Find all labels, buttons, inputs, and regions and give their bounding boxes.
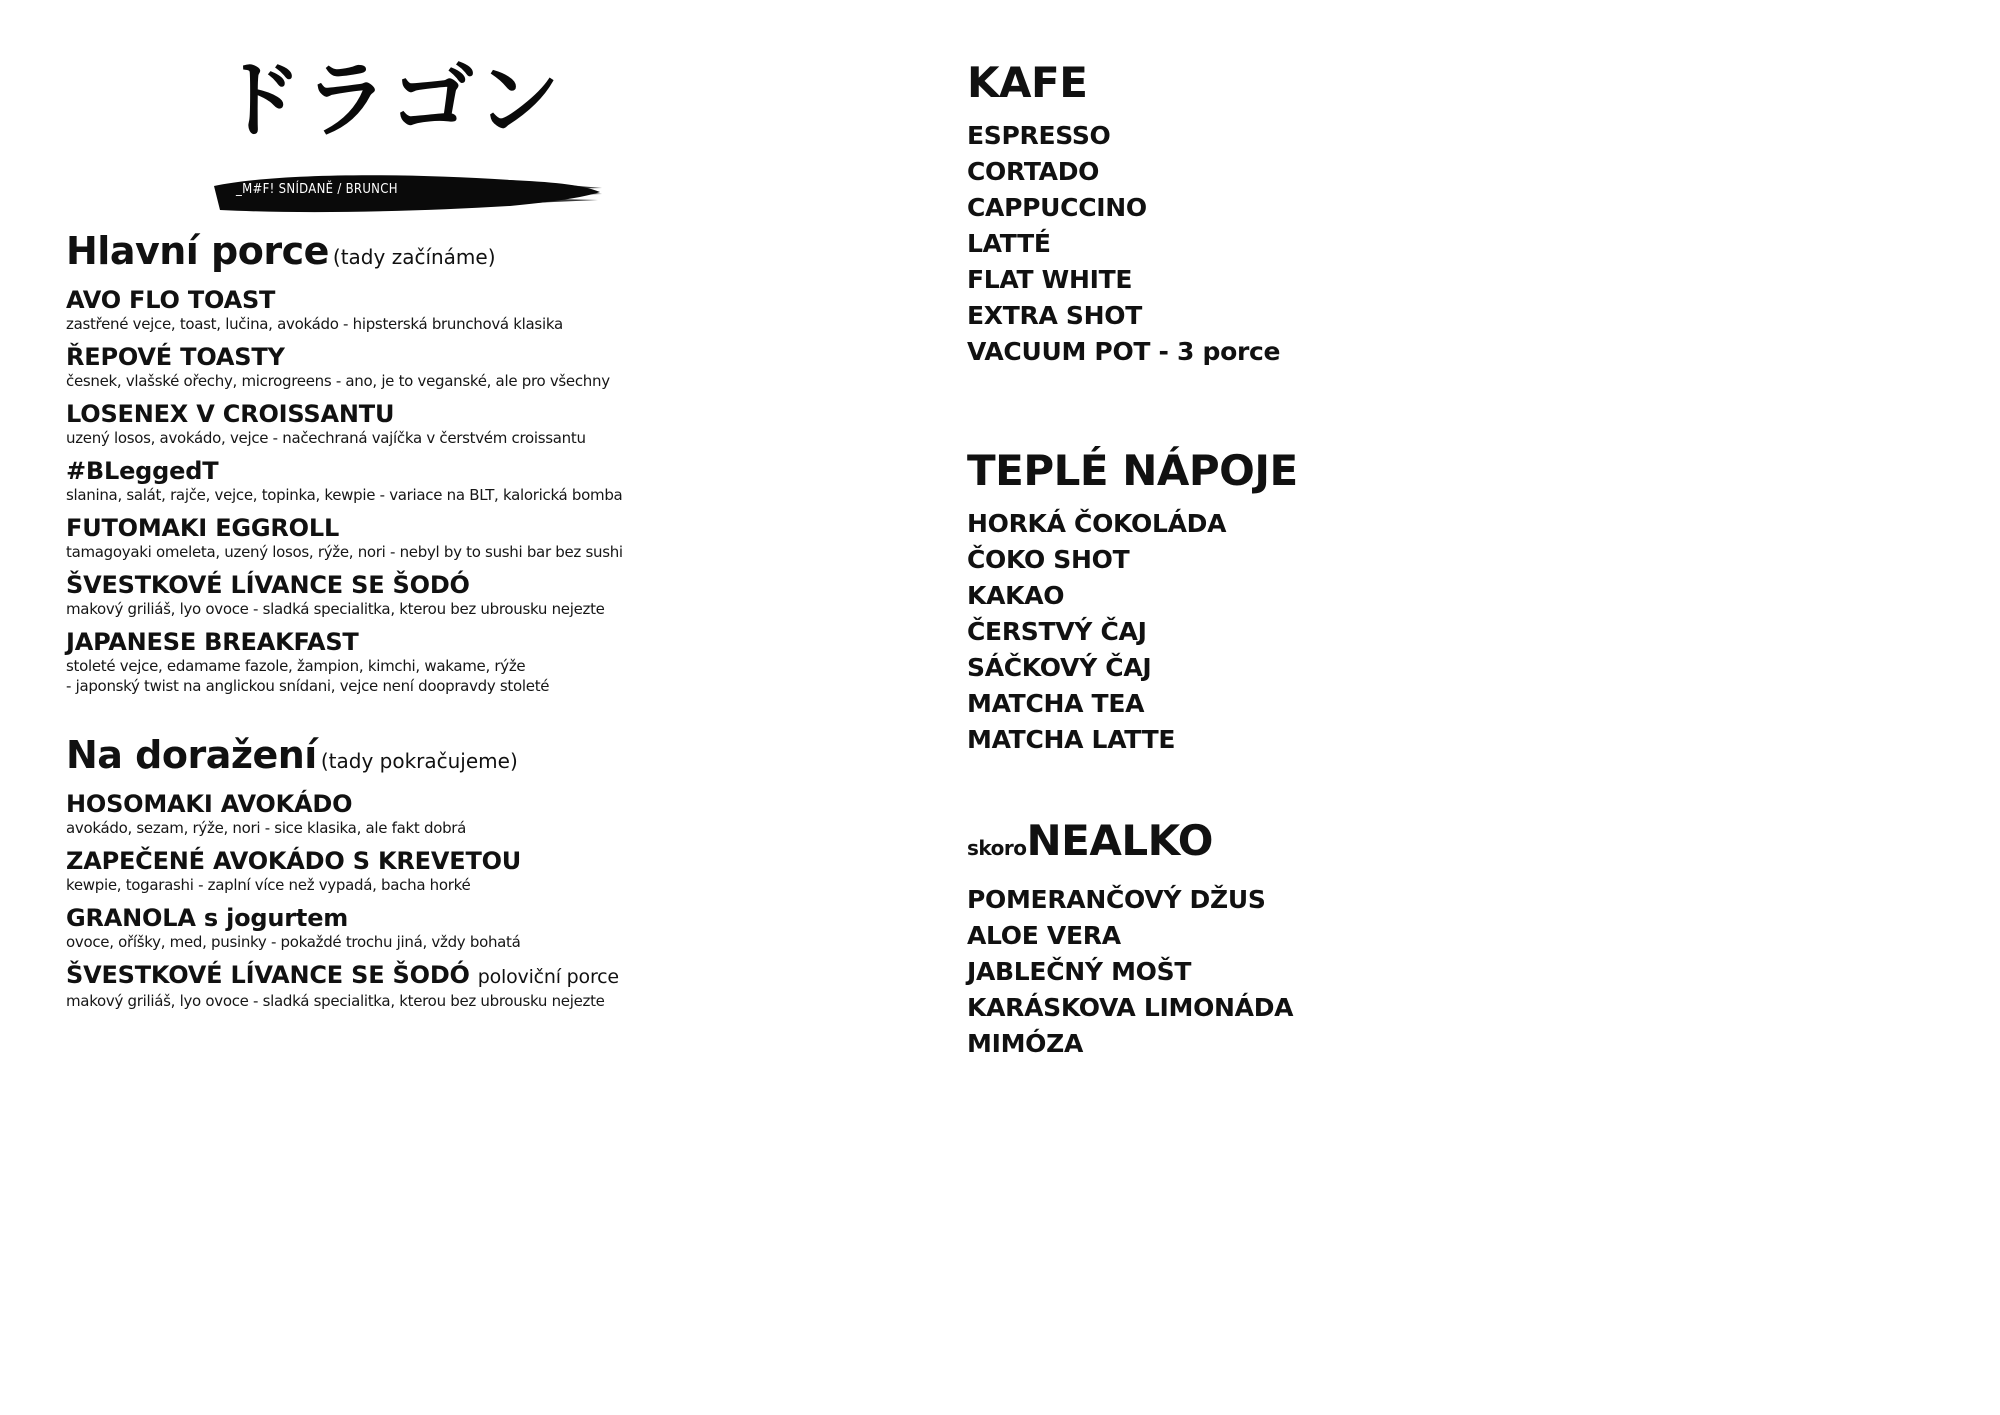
nealko-title-prefix: skoro	[967, 836, 1027, 860]
item-description-continued: - japonský twist na anglickou snídani, vejce není doopravdy stoleté	[66, 677, 550, 695]
kafe-section	[967, 58, 1447, 370]
logo-title: ドラゴン	[218, 50, 563, 149]
menu-item	[66, 790, 686, 838]
item-name: ŠVESTKOVÉ LÍVANCE SE ŠODÓ	[66, 571, 470, 599]
main-section-heading	[66, 229, 686, 273]
item-name: FUTOMAKI EGGROLL	[66, 514, 340, 542]
item-name: ZAPEČENÉ AVOKÁDO S KREVETOU	[66, 847, 522, 875]
drink-item: LATTÉ	[967, 229, 1051, 258]
drink-item: CORTADO	[967, 157, 1100, 186]
food-column	[66, 229, 686, 1020]
item-description: slanina, salát, rajče, vejce, topinka, kewpie - variace na BLT, kalorická bomba	[66, 486, 623, 504]
item-name: ŘEPOVÉ TOASTY	[66, 343, 285, 371]
teple-napoje-title: TEPLÉ NÁPOJE	[967, 446, 1298, 495]
item-name: LOSENEX V CROISSANTU	[66, 400, 395, 428]
teple-napoje-list	[967, 506, 1447, 758]
logo-subtitle: _M#F! SNÍDANĚ / BRUNCH	[236, 182, 398, 197]
item-description: avokádo, sezam, rýže, nori - sice klasika, ale fakt dobrá	[66, 819, 467, 837]
nealko-list	[967, 882, 1447, 1062]
second-items-list	[66, 790, 686, 1011]
drink-item: FLAT WHITE	[967, 265, 1133, 294]
nealko-heading	[967, 816, 1447, 865]
drink-item: ALOE VERA	[967, 921, 1121, 950]
main-items-list	[66, 286, 686, 696]
menu-item	[66, 571, 686, 619]
drink-item: VACUUM POT - 3 porce	[967, 337, 1281, 366]
menu-item	[66, 343, 686, 391]
menu-item	[66, 904, 686, 952]
drink-item: CAPPUCCINO	[967, 193, 1147, 222]
drink-item: POMERANČOVÝ DŽUS	[967, 885, 1266, 914]
item-name-suffix: s jogurtem	[203, 904, 349, 932]
menu-item	[66, 514, 686, 562]
main-section-title: Hlavní porce	[66, 229, 329, 273]
item-description: makový griliáš, lyo ovoce - sladká specialitka, kterou bez ubrousku nejezte	[66, 992, 605, 1010]
menu-item	[66, 628, 686, 696]
menu-item	[66, 847, 686, 895]
menu-item	[66, 400, 686, 448]
item-description: kewpie, togarashi - zaplní více než vypadá, bacha horké	[66, 876, 471, 894]
kafe-title: KAFE	[967, 58, 1088, 107]
main-section-note: (tady začínáme)	[332, 245, 496, 269]
item-description: tamagoyaki omeleta, uzený losos, rýže, nori - nebyl by to sushi bar bez sushi	[66, 543, 623, 561]
item-description: zastřené vejce, toast, lučina, avokádo - hipsterská brunchová klasika	[66, 315, 563, 333]
nealko-section	[967, 816, 1447, 1062]
item-name: JAPANESE BREAKFAST	[66, 628, 359, 656]
teple-napoje-section	[967, 446, 1447, 758]
second-section-heading	[66, 733, 686, 777]
drink-item: HORKÁ ČOKOLÁDA	[967, 509, 1227, 538]
drink-item: MIMÓZA	[967, 1029, 1083, 1058]
drink-item: SÁČKOVÝ ČAJ	[967, 653, 1152, 682]
menu-item	[66, 961, 686, 1011]
drink-item: ČOKO SHOT	[967, 545, 1130, 574]
menu-item	[66, 457, 686, 505]
menu-item	[66, 286, 686, 334]
nealko-title: NEALKO	[1026, 816, 1213, 865]
item-name: HOSOMAKI AVOKÁDO	[66, 790, 353, 818]
second-section-title: Na doražení	[66, 733, 317, 777]
item-description: česnek, vlašské ořechy, microgreens - ano, je to veganské, ale pro všechny	[66, 372, 610, 390]
kafe-list	[967, 118, 1447, 370]
item-name: #BLeggedT	[66, 457, 219, 485]
item-name-row	[66, 961, 686, 991]
second-section-note: (tady pokračujeme)	[320, 749, 518, 773]
drink-item: MATCHA LATTE	[967, 725, 1176, 754]
drink-item: ČERSTVÝ ČAJ	[967, 617, 1147, 646]
drink-item: KAKAO	[967, 581, 1065, 610]
item-portion-note: poloviční porce	[477, 966, 619, 988]
item-description: ovoce, oříšky, med, pusinky - pokaždé trochu jiná, vždy bohatá	[66, 933, 521, 951]
drink-item: KARÁSKOVA LIMONÁDA	[967, 993, 1294, 1022]
item-name: ŠVESTKOVÉ LÍVANCE SE ŠODÓ	[66, 961, 470, 989]
item-description: uzený losos, avokádo, vejce - načechraná vajíčka v čerstvém croissantu	[66, 429, 586, 447]
drink-item: EXTRA SHOT	[967, 301, 1142, 330]
logo	[210, 50, 610, 218]
item-name: AVO FLO TOAST	[66, 286, 276, 314]
item-name: GRANOLA	[66, 904, 196, 932]
drink-item: JABLEČNÝ MOŠT	[967, 957, 1192, 986]
drink-item: MATCHA TEA	[967, 689, 1145, 718]
item-description: stoleté vejce, edamame fazole, žampion, kimchi, wakame, rýže	[66, 657, 526, 675]
item-name-row	[66, 904, 686, 932]
drink-item: ESPRESSO	[967, 121, 1111, 150]
item-description: makový griliáš, lyo ovoce - sladká specialitka, kterou bez ubrousku nejezte	[66, 600, 605, 618]
